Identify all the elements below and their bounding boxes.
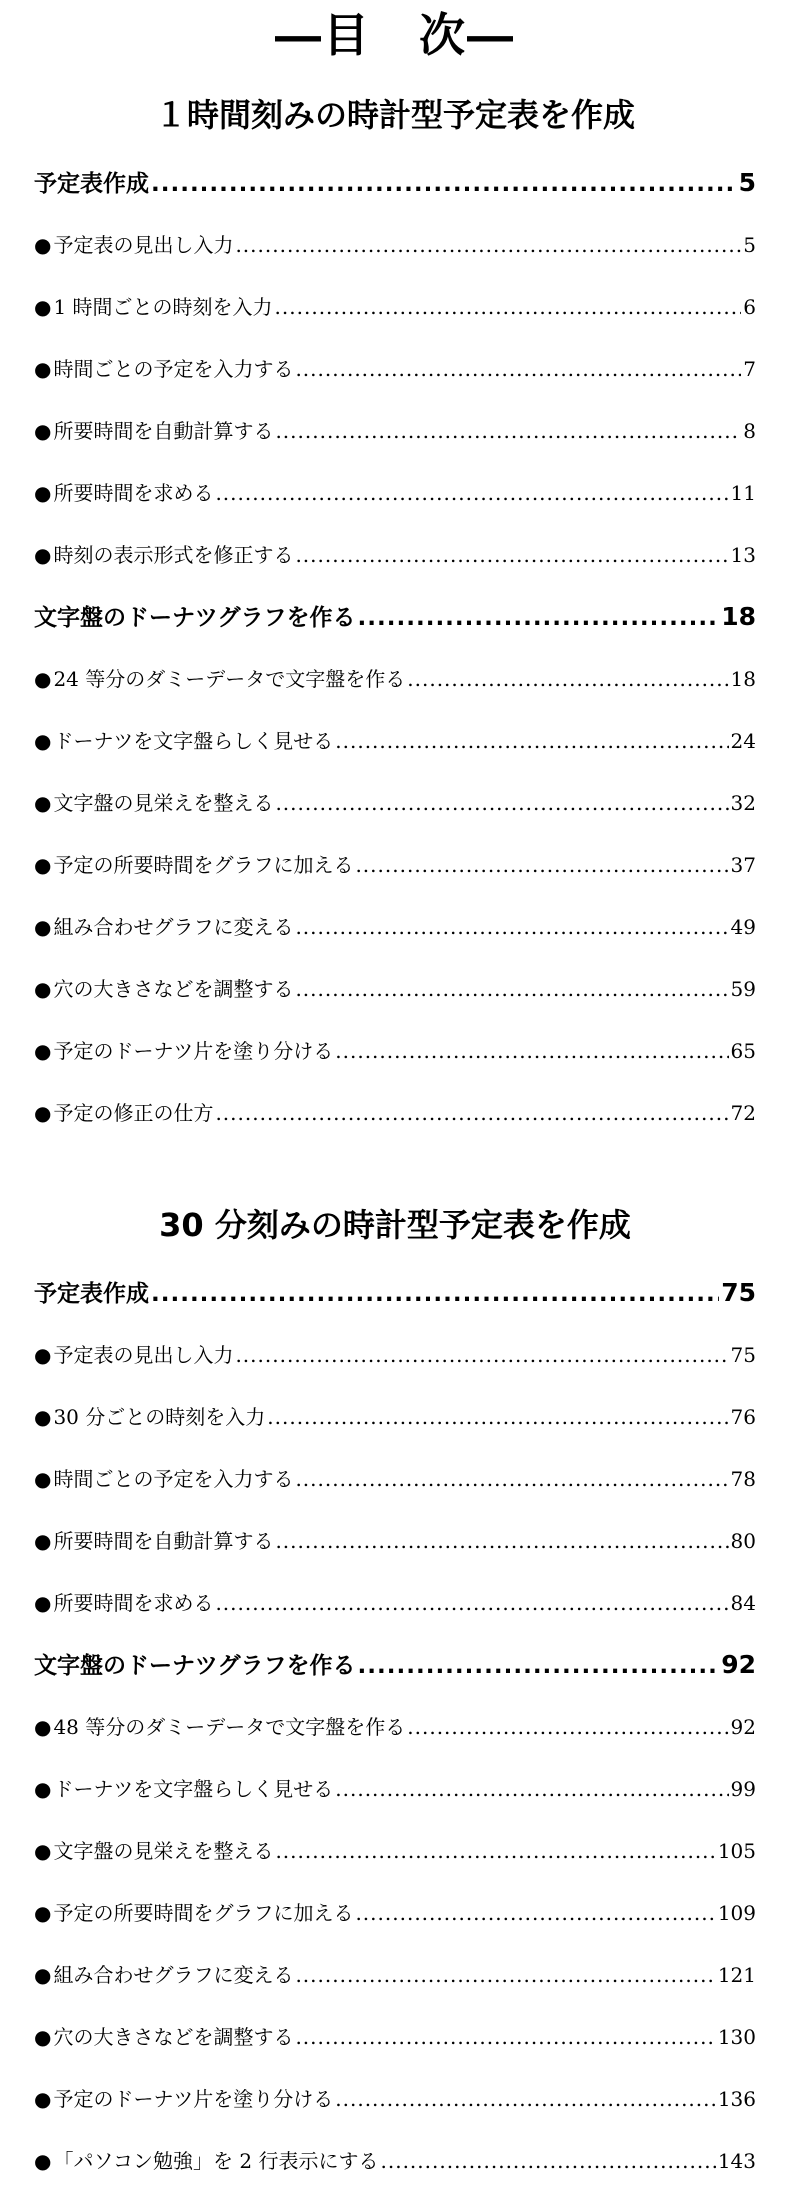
toc-page-number: 136 <box>717 2087 756 2111</box>
dot-leader <box>381 2130 716 2192</box>
toc-entry[interactable] <box>34 1082 756 1144</box>
toc-entry[interactable] <box>34 1882 756 1944</box>
toc-entry[interactable] <box>34 338 756 400</box>
toc-entry-label: 所要時間を自動計算する <box>53 419 274 443</box>
section-title: １時間刻みの時計型予定表を作成 <box>154 96 635 134</box>
bullet-icon: ● <box>34 853 52 877</box>
toc-entry-label: 1 時間ごとの時刻を入力 <box>53 295 273 319</box>
toc-entry-label: 所要時間を求める <box>53 1591 214 1615</box>
bullet-icon: ● <box>34 233 52 257</box>
toc-entry[interactable] <box>34 772 756 834</box>
toc-page-number: 78 <box>730 1467 756 1491</box>
toc-entry[interactable] <box>34 400 756 462</box>
dot-leader <box>295 896 728 958</box>
bullet-icon: ● <box>34 1963 52 1987</box>
dot-leader <box>151 1263 719 1325</box>
toc-group-label: 予定表作成 <box>34 171 149 197</box>
toc-page-number: 99 <box>730 1777 756 1801</box>
toc-entry[interactable] <box>34 1696 756 1758</box>
toc-group-entry[interactable] <box>34 1634 756 1696</box>
toc-page-number: 32 <box>730 791 756 815</box>
toc-entry-label: 48 等分のダミーデータで文字盤を作る <box>53 1715 406 1739</box>
toc-entry[interactable] <box>34 462 756 524</box>
dot-leader <box>215 462 728 524</box>
toc-entry[interactable] <box>34 1020 756 1082</box>
dot-leader <box>335 1758 728 1820</box>
bullet-icon: ● <box>34 1039 52 1063</box>
toc-entry[interactable] <box>34 2130 756 2192</box>
toc-entry[interactable] <box>34 1510 756 1572</box>
toc-page-number: 37 <box>730 853 756 877</box>
toc-entry[interactable] <box>34 1758 756 1820</box>
toc-title: ―目 次― <box>275 8 515 62</box>
toc-group-entry[interactable] <box>34 1262 756 1324</box>
toc-entry-label: 予定の修正の仕方 <box>53 1101 214 1125</box>
toc-entry[interactable] <box>34 1386 756 1448</box>
toc-page-number: 92 <box>721 1650 756 1679</box>
dot-leader <box>275 400 741 462</box>
toc-entry[interactable] <box>34 524 756 586</box>
bullet-icon: ● <box>34 419 52 443</box>
toc-entry-label: 予定表の見出し入力 <box>53 1343 234 1367</box>
dot-leader <box>355 1882 715 1944</box>
toc-group-label: 文字盤のドーナツグラフを作る <box>34 605 356 631</box>
toc-page-number: 76 <box>730 1405 756 1429</box>
toc-entry-label: 予定のドーナツ片を塗り分ける <box>53 1039 334 1063</box>
dot-leader <box>235 1324 728 1386</box>
toc-entry-label: 組み合わせグラフに変える <box>53 1963 294 1987</box>
bullet-icon: ● <box>34 1839 52 1863</box>
dot-leader <box>355 834 728 896</box>
toc-entry-label: 穴の大きさなどを調整する <box>53 977 294 1001</box>
toc-page-number: 75 <box>730 1343 756 1367</box>
toc-page-number: 11 <box>730 481 756 505</box>
toc-entry-label: 時間ごとの予定を入力する <box>53 357 294 381</box>
dot-leader <box>407 1696 728 1758</box>
dot-leader <box>275 772 728 834</box>
toc-entry-label: 所要時間を自動計算する <box>53 1529 274 1553</box>
bullet-icon: ● <box>34 977 52 1001</box>
toc-entry-label: 穴の大きさなどを調整する <box>53 2025 294 2049</box>
bullet-icon: ● <box>34 1777 52 1801</box>
toc-page-number: 6 <box>743 295 756 319</box>
toc-page-number: 65 <box>730 1039 756 1063</box>
toc-page-number: 130 <box>717 2025 756 2049</box>
toc-page-number: 8 <box>743 419 756 443</box>
toc-group-entry[interactable] <box>34 152 756 214</box>
toc-entry[interactable] <box>34 2068 756 2130</box>
dot-leader <box>295 1448 728 1510</box>
dot-leader <box>275 1820 715 1882</box>
toc-entry-label: 文字盤の見栄えを整える <box>53 1839 274 1863</box>
bullet-icon: ● <box>34 2025 52 2049</box>
dot-leader <box>335 1020 728 1082</box>
bullet-icon: ● <box>34 1467 52 1491</box>
toc-entry-label: 所要時間を求める <box>53 481 214 505</box>
toc-page-number: 59 <box>730 977 756 1001</box>
toc-page-number: 13 <box>730 543 756 567</box>
toc-page-number: 7 <box>743 357 756 381</box>
dot-leader <box>215 1572 728 1634</box>
toc-entry[interactable] <box>34 1572 756 1634</box>
toc-page-number: 18 <box>721 602 756 631</box>
toc-entry-label: 予定表の見出し入力 <box>53 233 234 257</box>
toc-entry-label: ドーナツを文字盤らしく見せる <box>53 1777 334 1801</box>
section-title: 30 分刻みの時計型予定表を作成 <box>159 1206 631 1244</box>
dot-leader <box>267 1386 728 1448</box>
dot-leader <box>295 1944 715 2006</box>
toc-page-number: 24 <box>730 729 756 753</box>
toc-entry[interactable] <box>34 276 756 338</box>
bullet-icon: ● <box>34 543 52 567</box>
dot-leader <box>407 648 728 710</box>
toc-page-number: 75 <box>721 1278 756 1307</box>
bullet-icon: ● <box>34 915 52 939</box>
toc-page-number: 109 <box>717 1901 756 1925</box>
dot-leader <box>295 524 728 586</box>
bullet-icon: ● <box>34 1343 52 1367</box>
dot-leader <box>275 1510 728 1572</box>
bullet-icon: ● <box>34 357 52 381</box>
bullet-icon: ● <box>34 1715 52 1739</box>
toc-group-entry[interactable] <box>34 586 756 648</box>
toc-entry[interactable] <box>34 834 756 896</box>
dot-leader <box>215 1082 728 1144</box>
dot-leader <box>295 2006 715 2068</box>
toc-entry-label: 時刻の表示形式を修正する <box>53 543 294 567</box>
toc-entry-label: 30 分ごとの時刻を入力 <box>53 1405 266 1429</box>
toc-entry[interactable] <box>34 2006 756 2068</box>
toc-page-number: 105 <box>717 1839 756 1863</box>
dot-leader <box>235 214 741 276</box>
toc-entry-label: 予定の所要時間をグラフに加える <box>53 1901 354 1925</box>
toc-entry[interactable] <box>34 214 756 276</box>
bullet-icon: ● <box>34 729 52 753</box>
dot-leader <box>335 710 728 772</box>
bullet-icon: ● <box>34 2087 52 2111</box>
toc-group-label: 文字盤のドーナツグラフを作る <box>34 1653 356 1679</box>
toc-entry-label: 組み合わせグラフに変える <box>53 915 294 939</box>
toc-entry[interactable] <box>34 896 756 958</box>
bullet-icon: ● <box>34 1405 52 1429</box>
toc-page-number: 5 <box>738 168 756 197</box>
bullet-icon: ● <box>34 1101 52 1125</box>
bullet-icon: ● <box>34 1591 52 1615</box>
toc-entry-label: 時間ごとの予定を入力する <box>53 1467 294 1491</box>
toc-entry-label: 予定のドーナツ片を塗り分ける <box>53 2087 334 2111</box>
toc-page-number: 80 <box>730 1529 756 1553</box>
toc-entry-label: 24 等分のダミーデータで文字盤を作る <box>53 667 406 691</box>
dot-leader <box>151 153 737 215</box>
toc-page-number: 5 <box>743 233 756 257</box>
toc-page-number: 92 <box>730 1715 756 1739</box>
dot-leader <box>335 2068 716 2130</box>
toc-entry[interactable] <box>34 1820 756 1882</box>
toc-entry[interactable] <box>34 1944 756 2006</box>
bullet-icon: ● <box>34 481 52 505</box>
toc-entry[interactable] <box>34 648 756 710</box>
bullet-icon: ● <box>34 667 52 691</box>
toc-entry-label: 予定の所要時間をグラフに加える <box>53 853 354 877</box>
bullet-icon: ● <box>34 1901 52 1925</box>
bullet-icon: ● <box>34 2149 52 2173</box>
toc-page-number: 121 <box>717 1963 756 1987</box>
dot-leader <box>358 1635 720 1697</box>
dot-leader <box>275 276 742 338</box>
dot-leader <box>295 958 728 1020</box>
toc-page-number: 72 <box>730 1101 756 1125</box>
toc-entry[interactable] <box>34 1324 756 1386</box>
toc-page-number: 143 <box>717 2149 756 2173</box>
toc-page-number: 49 <box>730 915 756 939</box>
toc-entry[interactable] <box>34 958 756 1020</box>
toc-group-label: 予定表作成 <box>34 1281 149 1307</box>
bullet-icon: ● <box>34 791 52 815</box>
bullet-icon: ● <box>34 295 52 319</box>
toc-page <box>34 0 756 2192</box>
toc-entry-label: ドーナツを文字盤らしく見せる <box>53 729 334 753</box>
toc-entry[interactable] <box>34 710 756 772</box>
dot-leader <box>358 587 720 649</box>
toc-page-number: 18 <box>730 667 756 691</box>
toc-entry[interactable] <box>34 1448 756 1510</box>
bullet-icon: ● <box>34 1529 52 1553</box>
toc-entry-label: 文字盤の見栄えを整える <box>53 791 274 815</box>
toc-entry-label: 「パソコン勉強」を 2 行表示にする <box>53 2149 379 2173</box>
toc-page-number: 84 <box>730 1591 756 1615</box>
dot-leader <box>295 338 741 400</box>
